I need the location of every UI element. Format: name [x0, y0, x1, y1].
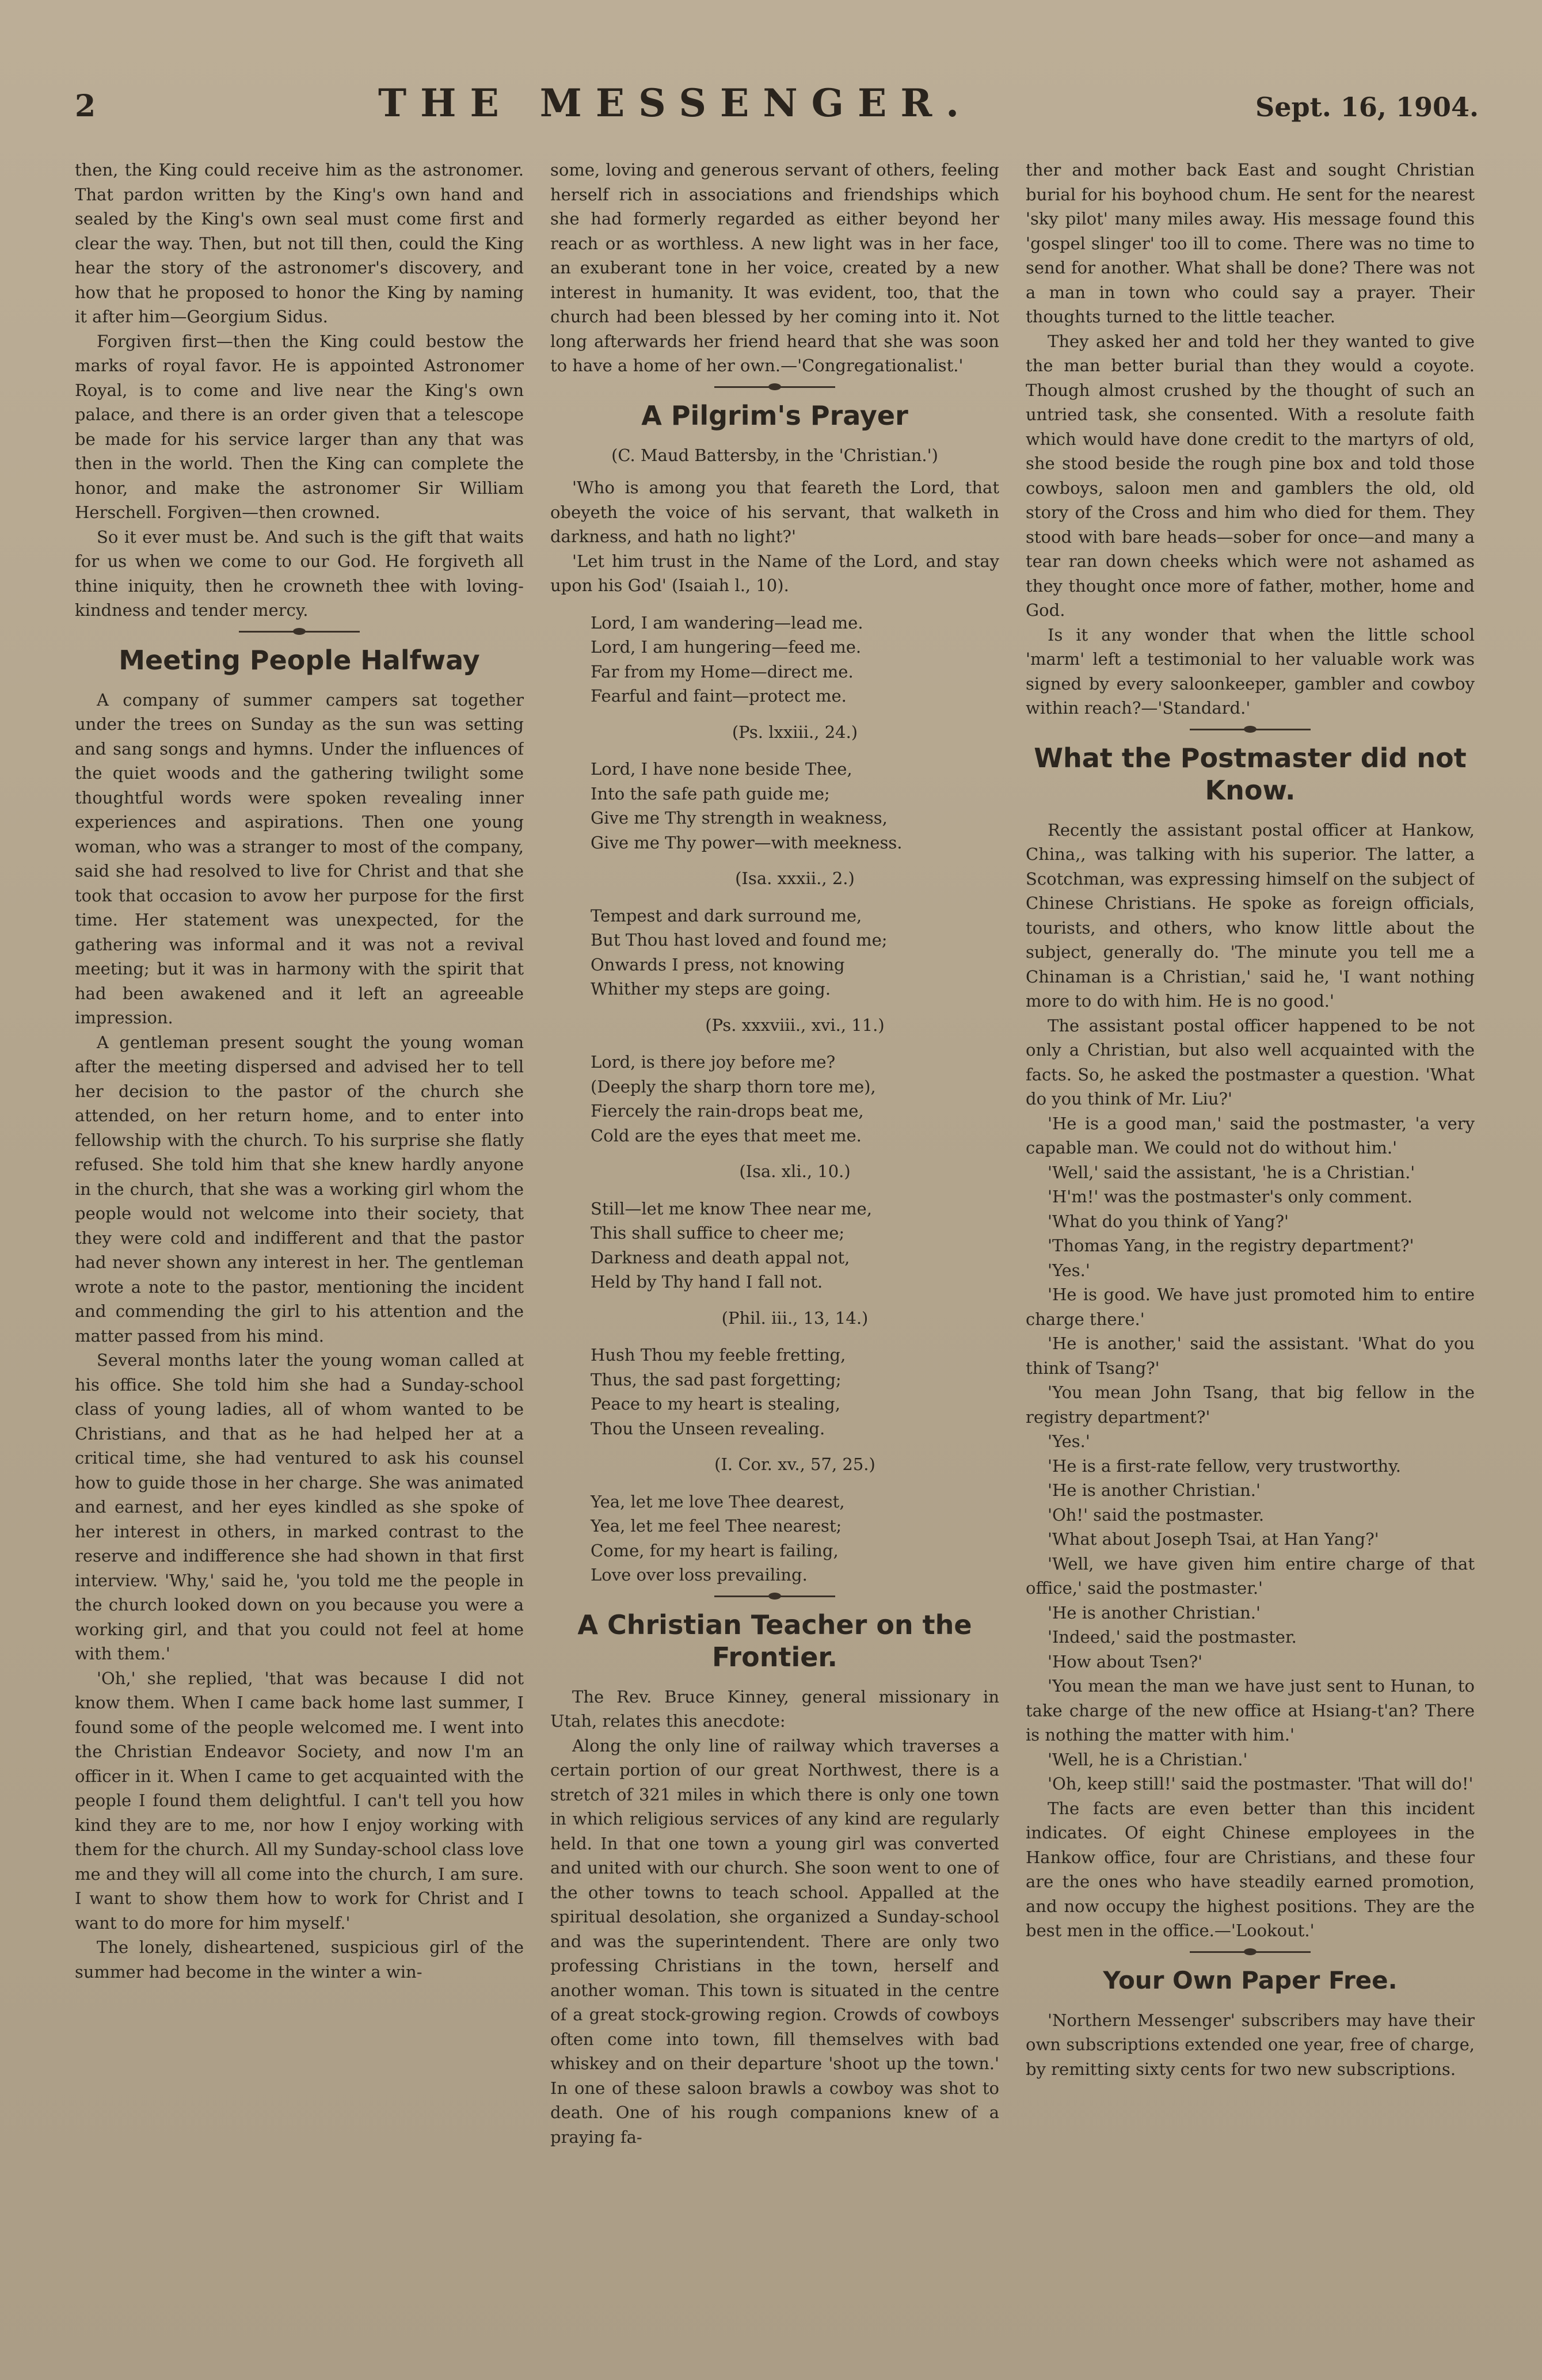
paragraph: So it ever must be. And such is the gift that waits for us when we come to our God. He forgiveth all thine iniquity, then he crowneth thee with loving-kindness and tender mercy.: [75, 527, 524, 620]
poem-line: Yea, let me feel Thee nearest;: [591, 1516, 842, 1536]
poem-stanza: [591, 904, 999, 1038]
poem-line: Give me Thy power—with meekness.: [591, 832, 903, 852]
poem-stanza: [591, 611, 999, 745]
paragraph: 'He is good. We have just promoted him to entire charge there.': [1026, 1285, 1475, 1329]
poem-line: Give me Thy strength in weakness,: [591, 808, 888, 828]
poem-stanza: [591, 1343, 999, 1477]
paragraph: Is it any wonder that when the little school 'marm' left a testimonial to her valuable work was signed by every saloonkeeper, gambler and cowboy within reach?—'Standard.': [1026, 624, 1475, 718]
paragraph: 'What about Joseph Tsai, at Han Yang?': [1048, 1529, 1379, 1549]
paragraph: Several months later the young woman called at his office. She told him she had a Sunday-school class of young ladies, all of whom wanted to be Christians, and that as he had helped her at a critical time, she had ventured to ask his counsel how to guide those in her charge. She was animated and earnest, and her eyes kindled as she spoke of her interest in others, in marked contrast to the reserve and indifference she had shown in that first interview. 'Why,' said he, 'you told me the people in the church looked down on you because you were a working girl, and that you could not feel at home with them.': [75, 1350, 524, 1663]
poem-line: Lord, I have none beside Thee,: [591, 759, 852, 779]
poem-line: Held by Thy hand I fall not.: [591, 1272, 823, 1292]
poem-line: Love over loss prevailing.: [591, 1565, 808, 1585]
poem-line: Into the safe path guide me;: [591, 783, 830, 804]
paragraph: 'How about Tsen?': [1048, 1651, 1203, 1671]
paragraph: Along the only line of railway which traverses a certain portion of our great Northwest, there is a stretch of 321 miles in which there is only one town in which religious services of any kind are regularly held. In that one town a young girl was converted and united with our church. She soon went to one of the other towns to teach school. Appalled at the spiritual desolation, she organized a Sunday-school and was the superintendent. There are only two professing Christians in the town, herself and another woman. This town is situated in the centre of a great stock-growing region. Crowds of cowboys often come into town, fill themselves with bad whiskey and on their departure 'shoot up the town.' In one of these saloon brawls a cowboy was shot to death. One of his rough companions knew of a praying fa-: [550, 1735, 999, 2147]
poem-line: Onwards I press, not knowing: [591, 954, 845, 974]
paragraph: 'He is another Christian.': [1048, 1602, 1261, 1623]
page-number: 2: [75, 89, 96, 124]
poem-line: Lord, is there joy before me?: [591, 1052, 836, 1072]
poem-line: Thou the Unseen revealing.: [591, 1418, 825, 1438]
masthead: THE MESSENGER.: [378, 81, 973, 125]
paragraph: Forgiven first—then the King could bestow the marks of royal favor. He is appointed Astronomer Royal, is to come and live near the King's own palace, and there is an order given that a telescope be made for his service larger than any that was then in the world. Then the King can complete the honor, and make the astronomer Sir William Herschell. Forgiven—then crowned.: [75, 331, 524, 522]
paragraph: some, loving and generous servant of others, feeling herself rich in associations and friendships which she had formerly regarded as either beyond her reach or as worthless. A new light was in her face, an exuberant tone in her voice, created by a new interest in humanity. It was evident, too, that the church had been blessed by her coming into it. Not long afterwards her friend heard that she was soon to have a home of her own.—'Congregationalist.': [550, 160, 999, 375]
paragraph: 'Yes.': [1048, 1431, 1090, 1451]
poem-line: Lord, I am wandering—lead me.: [591, 612, 863, 633]
section-divider: [714, 386, 835, 388]
columns: [75, 158, 1479, 2322]
section-divider: [1190, 1951, 1311, 1953]
section-divider: [1190, 729, 1311, 730]
byline: (C. Maud Battersby, in the 'Christian.'): [611, 445, 938, 465]
scripture-reference: (Ps. xxxviii., xvi., 11.): [705, 1015, 885, 1035]
column-3: [1026, 158, 1475, 2322]
paragraph: 'What do you think of Yang?': [1048, 1211, 1289, 1231]
paragraph: 'Thomas Yang, in the registry department?': [1048, 1236, 1414, 1255]
poem-line: (Deeply the sharp thorn tore me),: [591, 1076, 876, 1096]
paragraph: 'You mean John Tsang, that big fellow in the registry department?': [1026, 1383, 1475, 1427]
paragraph: then, the King could receive him as the astronomer. That pardon written by the King's own hand and sealed by the King's own seal must come first and clear the way. Then, but not till then, could the King hear the story of the astronomer's discovery, and how that he proposed to honor the King by naming it after him—Georgium Sidus.: [75, 160, 524, 326]
poem-line: Thus, the sad past forgetting;: [591, 1369, 842, 1389]
paragraph: 'He is a good man,' said the postmaster, 'a very capable man. We could not do without him.': [1026, 1113, 1475, 1157]
scripture-reference: (I. Cor. xv., 57, 25.): [714, 1454, 875, 1474]
poem-line: Still—let me know Thee near me,: [591, 1198, 872, 1218]
paragraph: 'Who is among you that feareth the Lord, that obeyeth the voice of his servant, that walketh in darkness, and hath no light?': [550, 478, 999, 546]
paragraph: 'Oh,' she replied, 'that was because I did not know them. When I came back home last summer, I found some of the people welcomed me. I went into the Christian Endeavor Society, and now I'm an officer in it. When I came to get acquainted with the people I found them delightful. I can't tell you how kind they are to me, nor how I enjoy working with them for the church. All my Sunday-school class love me and they will all come into the church, I am sure. I want to show them how to work for Christ and I want to do more for him myself.': [75, 1668, 524, 1933]
poem-line: Hush Thou my feeble fretting,: [591, 1345, 846, 1365]
paragraph: A gentleman present sought the young woman after the meeting dispersed and advised her to tell her decision to the pastor of the church she attended, on her return home, and to enter into fellowship with the church. To his surprise she flatly refused. She told him that she knew hardly anyone in the church, that she was a working girl whom the people would not welcome into their society, that they were cold and indifferent and that the pastor had never shown any interest in her. The gentleman wrote a note to the pastor, mentioning the incident and commending the girl to his attention and the matter passed from his mind.: [75, 1032, 524, 1346]
poem-stanza: [591, 1490, 999, 1587]
column-2: [550, 158, 999, 2322]
scripture-reference: (Isa. xli., 10.): [739, 1162, 851, 1181]
paragraph: 'You mean the man we have just sent to Hunan, to take charge of the new office at Hsiang-t'an? There is nothing the matter with him.': [1026, 1676, 1475, 1745]
paragraph: 'Indeed,' said the postmaster.: [1048, 1627, 1297, 1647]
paragraph: 'Oh!' said the postmaster.: [1048, 1505, 1265, 1525]
paragraph: A company of summer campers sat together under the trees on Sunday as the sun was setting and sang songs and hymns. Under the influences of the quiet woods and the gathering twilight some thoughtful words were spoken revealing inner experiences and aspirations. Then one young woman, who was a stranger to most of the company, said she had resolved to live for Christ and that she took that occasion to avow her purpose for the first time. Her statement was unexpected, for the gathering was informal and it was not a revival meeting; but it was in harmony with the spirit that had been awakened and it left an agreeable impression.: [75, 690, 524, 1027]
paragraph: ther and mother back East and sought Christian burial for his boyhood chum. He sent for the nearest 'sky pilot' many miles away. His message found this 'gospel slinger' too ill to come. There was no time to send for another. What shall be done? There was not a man in town who could say a prayer. Their thoughts turned to the little teacher.: [1026, 160, 1475, 326]
poem-line: Cold are the eyes that meet me.: [591, 1125, 862, 1145]
paragraph: 'He is another Christian.': [1048, 1480, 1261, 1500]
paragraph: 'Well, he is a Christian.': [1048, 1749, 1248, 1769]
section-divider: [239, 631, 360, 633]
paragraph: The lonely, disheartened, suspicious girl of the summer had become in the winter a win-: [75, 1937, 524, 1982]
poem-line: This shall suffice to cheer me;: [591, 1223, 845, 1243]
paragraph: 'Let him trust in the Name of the Lord, and stay upon his God' (Isaiah l., 10).: [550, 551, 999, 595]
article-title-teacher: A Christian Teacher on the Frontier.: [577, 1609, 972, 1673]
paragraph: Recently the assistant postal officer at Hankow, China,, was talking with his superior. The latter, a Scotchman, was expressing himself on the subject of Chinese Christians. He spoke as foreign officials, tourists, and others, who know little about the subject, generally do. 'The minute you tell me a Chinaman is a Christian,' said he, 'I want nothing more to do with him. He is no good.': [1026, 820, 1475, 1011]
poem-line: Yea, let me love Thee dearest,: [591, 1491, 845, 1511]
article-title-paper: Your Own Paper Free.: [1103, 1966, 1398, 1994]
poem-line: Peace to my heart is stealing,: [591, 1394, 840, 1414]
paragraph: They asked her and told her they wanted to give the man better burial than they would a coyote. Though almost crushed by the thought of such an untried task, she consented. With a resolute faith which would have done credit to the martyrs of old, she stood beside the rough pine box and told those cowboys, saloon men and gamblers the old, old story of the Cross and him who died for them. They stood with bare heads—sober for once—and many a tear ran down cheeks which were not ashamed as they thought once more of father, mother, home and God.: [1026, 331, 1475, 620]
poem-line: Tempest and dark surround me,: [591, 905, 862, 926]
paragraph: 'Well,' said the assistant, 'he is a Christian.': [1048, 1162, 1415, 1182]
paragraph: 'Oh, keep still!' said the postmaster. 'That will do!': [1048, 1774, 1474, 1793]
scripture-reference: (Phil. iii., 13, 14.): [721, 1308, 869, 1328]
poem-line: Darkness and death appal not,: [591, 1247, 850, 1267]
poem-line: Come, for my heart is failing,: [591, 1540, 839, 1560]
poem-stanza: [591, 757, 999, 891]
poem-line: Fearful and faint—protect me.: [591, 686, 847, 706]
poem-stanza: [591, 1197, 999, 1331]
article-title-meeting: Meeting People Halfway: [119, 644, 480, 676]
scripture-reference: (Ps. lxxiii., 24.): [732, 722, 858, 742]
section-divider: [714, 1595, 835, 1597]
poem-line: Lord, I am hungering—feed me.: [591, 637, 862, 657]
issue-date: Sept. 16, 1904.: [1255, 92, 1479, 123]
paragraph: 'H'm!' was the postmaster's only comment.: [1048, 1187, 1412, 1206]
article-title-postmaster: What the Postmaster did not Know.: [1034, 742, 1467, 806]
article-title-pilgrim: A Pilgrim's Prayer: [641, 399, 908, 431]
page-header: [75, 81, 1479, 132]
poem-stanza: [591, 1050, 999, 1184]
paragraph: The assistant postal officer happened to be not only a Christian, but also well acquainted with the facts. So, he asked the postmaster a question. 'What do you think of Mr. Liu?': [1026, 1015, 1475, 1109]
poem-line: Far from my Home—direct me.: [591, 661, 854, 681]
paragraph: 'Well, we have given him entire charge of that office,' said the postmaster.': [1026, 1553, 1475, 1598]
scripture-reference: (Isa. xxxii., 2.): [735, 869, 855, 888]
paragraph: 'He is another,' said the assistant. 'What do you think of Tsang?': [1026, 1334, 1475, 1378]
column-1: [75, 158, 524, 2322]
paragraph: 'He is a first-rate fellow, very trustworthy.: [1048, 1456, 1401, 1476]
paragraph: 'Northern Messenger' subscribers may have their own subscriptions extended one year, free of charge, by remitting sixty cents for two new subscriptions.: [1026, 2010, 1475, 2079]
poem-line: Fiercely the rain-drops beat me,: [591, 1101, 864, 1121]
paragraph: The Rev. Bruce Kinney, general missionary in Utah, relates this anecdote:: [550, 1686, 999, 1731]
paragraph: 'Yes.': [1048, 1260, 1090, 1280]
poem-line: Whither my steps are going.: [591, 979, 831, 999]
paragraph: The facts are even better than this incident indicates. Of eight Chinese employees in the Hankow office, four are Christians, and these four are the ones who have steadily earned promotion, and now occupy the highest positions. They are the best men in the office.—'Lookout.': [1026, 1798, 1475, 1940]
poem-line: But Thou hast loved and found me;: [591, 930, 888, 950]
